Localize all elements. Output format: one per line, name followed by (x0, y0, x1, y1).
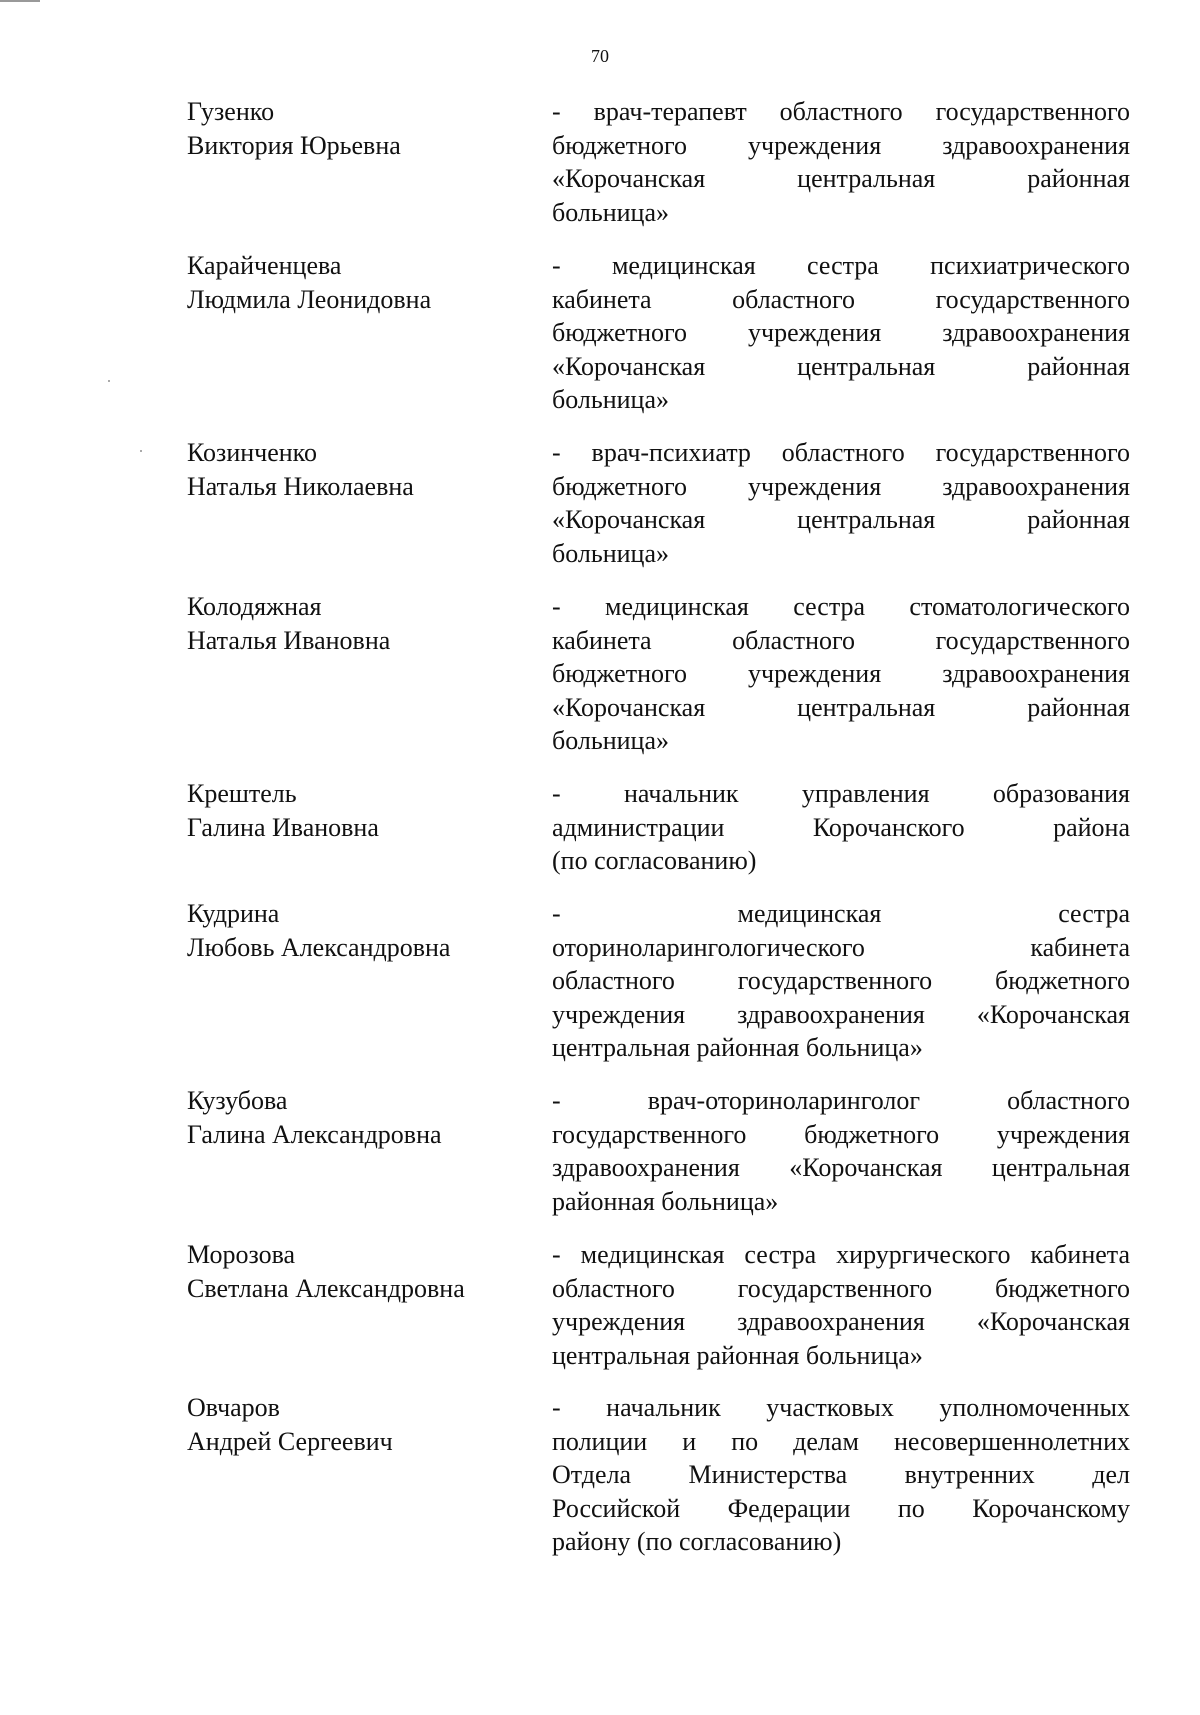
surname: Крештель (187, 779, 297, 808)
given-names: Светлана Александровна (187, 1273, 465, 1303)
given-names: Галина Ивановна (187, 812, 379, 842)
role-line: - начальник участковых уполномоченных (552, 1393, 1130, 1422)
role-line: учреждения здравоохранения «Корочанская (552, 1307, 1130, 1336)
surname: Колодяжная (187, 592, 322, 621)
scan-artifact (140, 450, 142, 452)
position-description (552, 1084, 1130, 1218)
role-line: - медицинская сестра хирургического кабинета (552, 1240, 1130, 1269)
role-line: больница» (552, 385, 669, 414)
person-name (187, 95, 517, 162)
position-description (552, 1238, 1130, 1372)
person-name (187, 436, 517, 503)
person-name (187, 1084, 517, 1151)
role-line: полиции и по делам несовершеннолетних (552, 1426, 1130, 1456)
role-line: - медицинская сестра стоматологического (552, 592, 1130, 621)
scan-artifact (108, 380, 110, 382)
role-line: - врач-терапевт областного государственного (552, 97, 1130, 126)
given-names: Людмила Леонидовна (187, 284, 432, 314)
page-number: 70 (591, 46, 609, 66)
role-line: Отдела Министерства внутренних дел (552, 1460, 1130, 1489)
role-line: - врач-оториноларинголог областного (552, 1086, 1130, 1115)
surname: Гузенко (187, 97, 275, 126)
person-name (187, 897, 517, 964)
given-names: Любовь Александровна (187, 932, 451, 962)
role-line: «Корочанская центральная районная (552, 351, 1130, 381)
role-line: здравоохранения «Корочанская центральная (552, 1153, 1130, 1182)
position-description (552, 590, 1130, 758)
role-line: «Корочанская центральная районная (552, 164, 1130, 193)
role-line: бюджетного учреждения здравоохранения (552, 130, 1130, 160)
role-line: областного государственного бюджетного (552, 966, 1130, 995)
role-line: оториноларингологического кабинета (552, 932, 1130, 962)
role-line: - медицинская сестра (552, 899, 1130, 928)
given-names: Виктория Юрьевна (187, 130, 401, 160)
role-line: «Корочанская центральная районная (552, 505, 1130, 534)
position-description (552, 95, 1130, 229)
position-description (552, 897, 1130, 1065)
surname: Козинченко (187, 438, 317, 467)
person-name (187, 249, 517, 316)
surname: Овчаров (187, 1393, 280, 1422)
role-line: району (по согласованию) (552, 1527, 842, 1556)
surname: Морозова (187, 1240, 296, 1269)
role-line: - начальник управления образования (552, 779, 1130, 808)
role-line: государственного бюджетного учреждения (552, 1119, 1130, 1149)
role-line: областного государственного бюджетного (552, 1273, 1130, 1303)
surname: Кудрина (187, 899, 280, 928)
role-line: бюджетного учреждения здравоохранения (552, 318, 1130, 347)
role-line: учреждения здравоохранения «Корочанская (552, 999, 1130, 1029)
person-name (187, 777, 517, 844)
surname: Кузубова (187, 1086, 288, 1115)
surname: Карайченцева (187, 251, 342, 280)
person-name (187, 1391, 517, 1458)
role-line: - медицинская сестра психиатрического (552, 251, 1130, 280)
position-description (552, 436, 1130, 570)
role-line: больница» (552, 726, 669, 755)
role-line: бюджетного учреждения здравоохранения (552, 659, 1130, 688)
given-names: Андрей Сергеевич (187, 1426, 393, 1456)
given-names: Наталья Ивановна (187, 625, 391, 655)
role-line: больница» (552, 197, 669, 227)
role-line: администрации Корочанского района (552, 812, 1130, 842)
given-names: Наталья Николаевна (187, 471, 414, 501)
position-description (552, 1391, 1130, 1559)
role-line: - врач-психиатр областного государственного (552, 438, 1130, 467)
position-description (552, 777, 1130, 878)
role-line: (по согласованию) (552, 846, 757, 875)
role-line: Российской Федерации по Корочанскому (552, 1493, 1130, 1523)
position-description (552, 249, 1130, 417)
role-line: центральная районная больница» (552, 1340, 923, 1370)
scan-artifact (0, 0, 40, 2)
role-line: больница» (552, 538, 669, 568)
role-line: кабинета областного государственного (552, 284, 1130, 314)
role-line: центральная районная больница» (552, 1033, 923, 1062)
role-line: районная больница» (552, 1186, 779, 1216)
role-line: кабинета областного государственного (552, 625, 1130, 655)
role-line: бюджетного учреждения здравоохранения (552, 471, 1130, 501)
role-line: «Корочанская центральная районная (552, 692, 1130, 722)
person-name (187, 590, 517, 657)
given-names: Галина Александровна (187, 1119, 442, 1149)
person-name (187, 1238, 517, 1305)
